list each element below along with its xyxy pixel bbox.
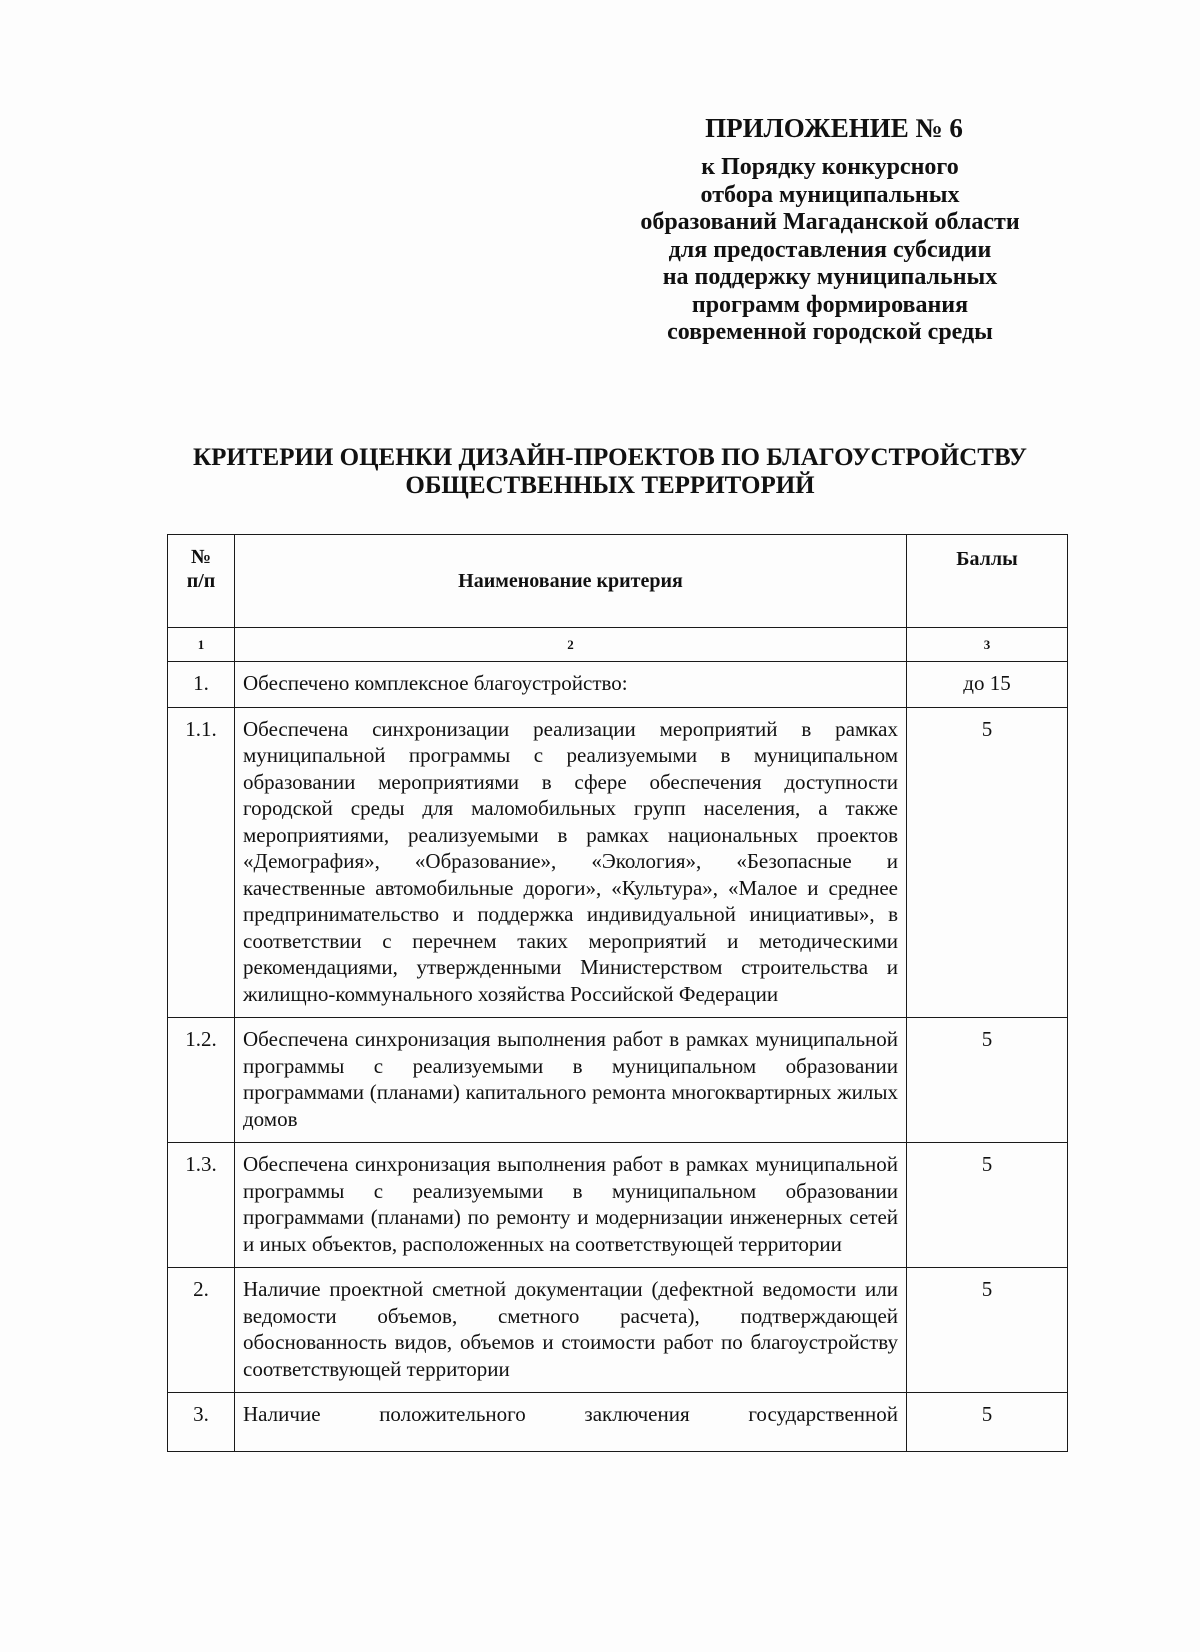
header-score: Баллы xyxy=(907,535,1068,628)
appendix-line: отбора муниципальных xyxy=(700,181,960,208)
document-title-line: ОБЩЕСТВЕННЫХ ТЕРРИТОРИЙ xyxy=(405,472,815,499)
row-number: 1. xyxy=(168,662,235,708)
criterion-text: Обеспечено комплексное благоустройство: xyxy=(235,662,907,708)
column-index-row xyxy=(168,628,1068,662)
criterion-score: 5 xyxy=(907,1268,1068,1393)
document-title-line: КРИТЕРИИ ОЦЕНКИ ДИЗАЙН-ПРОЕКТОВ ПО БЛАГОУСТРОЙСТВУ xyxy=(193,444,1027,471)
document-title xyxy=(150,444,1070,500)
table-header-row xyxy=(168,535,1068,628)
row-number: 1.3. xyxy=(168,1143,235,1268)
column-index: 1 xyxy=(168,628,235,662)
appendix-title: ПРИЛОЖЕНИЕ № 6 xyxy=(705,113,963,143)
table-row xyxy=(168,662,1068,708)
header-number-abbr: п/п xyxy=(186,570,216,592)
appendix-line: современной городской среды xyxy=(667,319,993,345)
header-number-symbol: № xyxy=(190,546,212,568)
table-row xyxy=(168,1018,1068,1143)
column-index: 2 xyxy=(235,628,907,662)
criterion-text: Обеспечена синхронизации реализации мероприятий в рамках муниципальной программы с реализуемыми в муниципальном образовании мероприятиями в сфере обеспечения доступности городской среды для маломобильных групп населения, а также мероприятиями, реализуемыми в рамках национальных проектов «Демография», «Образование», «Экология», «Безопасные и качественные автомобильные дороги», «Культура», «Малое и среднее предпринимательство и поддержка индивидуальной инициативы», в соответствии с перечнем таких мероприятий и методическими рекомендациями, утвержденными Министерством строительства и жилищно-коммунального хозяйства Российской Федерации xyxy=(235,707,907,1018)
appendix-line: к Порядку конкурсного xyxy=(701,154,959,180)
row-number: 3. xyxy=(168,1393,235,1452)
appendix-line: для предоставления субсидии xyxy=(668,236,992,263)
criterion-score: 5 xyxy=(907,1143,1068,1268)
criterion-text: Обеспечена синхронизация выполнения работ в рамках муниципальной программы с реализуемыми в муниципальном образовании программами (планами) капитального ремонта многоквартирных жилых домов xyxy=(235,1018,907,1143)
table-row xyxy=(168,1393,1068,1452)
table-row xyxy=(168,1268,1068,1393)
row-number: 1.2. xyxy=(168,1018,235,1143)
row-number: 1.1. xyxy=(168,707,235,1018)
criterion-text: Обеспечена синхронизация выполнения работ в рамках муниципальной программы с реализуемыми в муниципальном образовании программами (планами) по ремонту и модернизации инженерных сетей и иных объектов, расположенных на соответствующей территории xyxy=(235,1143,907,1268)
table-row xyxy=(168,1143,1068,1268)
criterion-text: Наличие положительного заключения государственной xyxy=(235,1393,907,1452)
appendix-block xyxy=(600,112,1060,347)
criterion-score: до 15 xyxy=(907,662,1068,708)
criteria-table xyxy=(167,534,1068,1452)
criterion-score: 5 xyxy=(907,1393,1068,1452)
header-number xyxy=(168,535,235,628)
row-number: 2. xyxy=(168,1268,235,1393)
appendix-line: программ формирования xyxy=(691,291,969,318)
column-index: 3 xyxy=(907,628,1068,662)
header-criterion-name: Наименование критерия xyxy=(235,535,907,628)
criterion-score: 5 xyxy=(907,1018,1068,1143)
table-row xyxy=(168,707,1068,1018)
criterion-text: Наличие проектной сметной документации (дефектной ведомости или ведомости объемов, сметного расчета), подтверждающей обоснованность видов, объемов и стоимости работ по благоустройству соответствующей территории xyxy=(235,1268,907,1393)
criterion-score: 5 xyxy=(907,707,1068,1018)
appendix-line: образований Магаданской области xyxy=(640,209,1020,235)
appendix-line: на поддержку муниципальных xyxy=(662,264,998,290)
